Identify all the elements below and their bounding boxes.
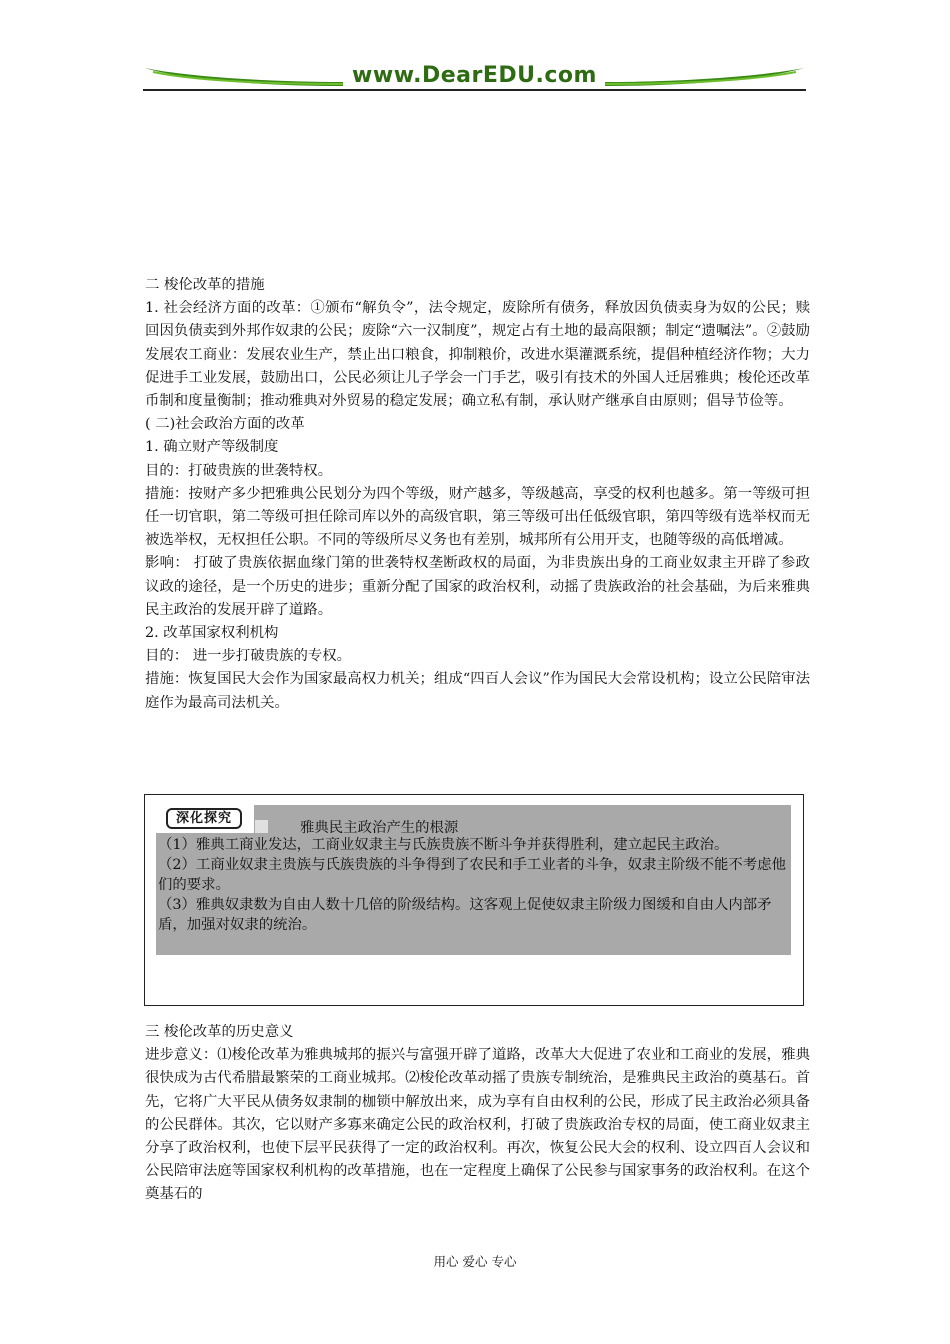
square-marker [255, 820, 268, 833]
site-header [143, 62, 806, 94]
header-divider [143, 89, 806, 91]
box-title: 雅典民主政治产生的根源 [300, 820, 459, 836]
page-footer: 用心 爱心 专心 [433, 1254, 517, 1269]
paragraph: 目的：打破贵族的世袭特权。 [145, 462, 333, 479]
inquiry-box [144, 794, 804, 1006]
box-line: （3）雅典奴隶数为自由人数十几倍的阶级结构。这客观上促使奴隶主阶级力图缓和自由人内部矛盾，加强对奴隶的统治。 [158, 897, 772, 933]
paragraph: 目的： 进一步打破贵族的专权。 [145, 648, 352, 665]
box-line: （2）工商业奴隶主贵族与氏族贵族的斗争得到了农民和手工业者的斗争，奴隶主阶级不能不考虑他们的要求。 [158, 857, 786, 893]
paragraph: 措施：按财产多少把雅典公民划分为四个等级，财产越多，等级越高，享受的权利也越多。第一等级可担任一切官职，第二等级可担任除司库以外的高级官职，第三等级可出任低级官职，第四等级有选举权而无被选举权，无权担任公职。不同的等级所尽义务也有差别，城邦所有公用开支，也随等级的高低增减。 [145, 485, 810, 549]
list-item: 1. 确立财产等级制度 [145, 439, 279, 456]
section-significance [145, 1021, 810, 1207]
paragraph: 进步意义：⑴梭伦改革为雅典城邦的振兴与富强开辟了道路，改革大大促进了农业和工商业的发展，雅典很快成为古代希腊最繁荣的工商业城邦。⑵梭伦改革动摇了贵族专制统治，是雅典民主政治的奠基石。首先，它将广大平民从债务奴隶制的枷锁中解放出来，成为享有自由权利的公民，形成了民主政治必须具备的公民群体。其次，它以财产多寡来确定公民的政治权利，打破了贵族政治专权的局面，使工商业奴隶主分享了政治权利，也使下层平民获得了一定的政治权利。再次，恢复公民大会的权利、设立四百人会议和公民陪审法庭等国家权利机构的改革措施，也在一定程度上确保了公民参与国家事务的政治权利。在这个奠基石的 [145, 1047, 810, 1203]
paragraph: 措施：恢复国民大会作为国家最高权力机关；组成“四百人会议”作为国民大会常设机构；设立公民陪审法庭作为最高司法机关。 [145, 671, 810, 711]
box-body [158, 835, 794, 935]
list-item: 2. 改革国家权利机构 [145, 625, 279, 642]
subheading: ( 二)社会政治方面的改革 [145, 416, 305, 433]
site-logo-text: www.DearEDU.com [352, 63, 597, 88]
paragraph: 影响： 打破了贵族依据血缘门第的世袭特权垄断政权的局面，为非贵族出身的工商业奴隶主开辟了参政议政的途径，是一个历史的进步；重新分配了国家的政治权利，动摇了贵族政治的社会基础，为后来雅典民主政治的发展开辟了道路。 [145, 555, 810, 618]
box-line: （1）雅典工商业发达，工商业奴隶主与氏族贵族不断斗争并获得胜利，建立起民主政治。 [158, 837, 729, 853]
section-heading: 三 梭伦改革的历史意义 [145, 1024, 294, 1040]
paragraph: 1. 社会经济方面的改革：①颁布“解负令”，法令规定，废除所有债务，释放因负债卖身为奴的公民；赎回因负债卖到外邦作奴隶的公民；废除“六一汉制度”，规定占有土地的最高限额；制定“遗嘱法”。②鼓励发展农工商业：发展农业生产，禁止出口粮食，抑制粮价，改进水渠灌溉系统，提倡种植经济作物；大力促进手工业发展，鼓励出口，公民必须让儿子学会一门手艺，吸引有技术的外国人迁居雅典；梭伦还改革币制和度量衡制；推动雅典对外贸易的稳定发展；确立私有制，承认财产继承自由原则；倡导节俭等。 [145, 300, 810, 410]
section-measures [145, 274, 810, 715]
section-heading: 二 梭伦改革的措施 [145, 277, 265, 293]
inquiry-badge: 深化探究 [166, 808, 242, 829]
